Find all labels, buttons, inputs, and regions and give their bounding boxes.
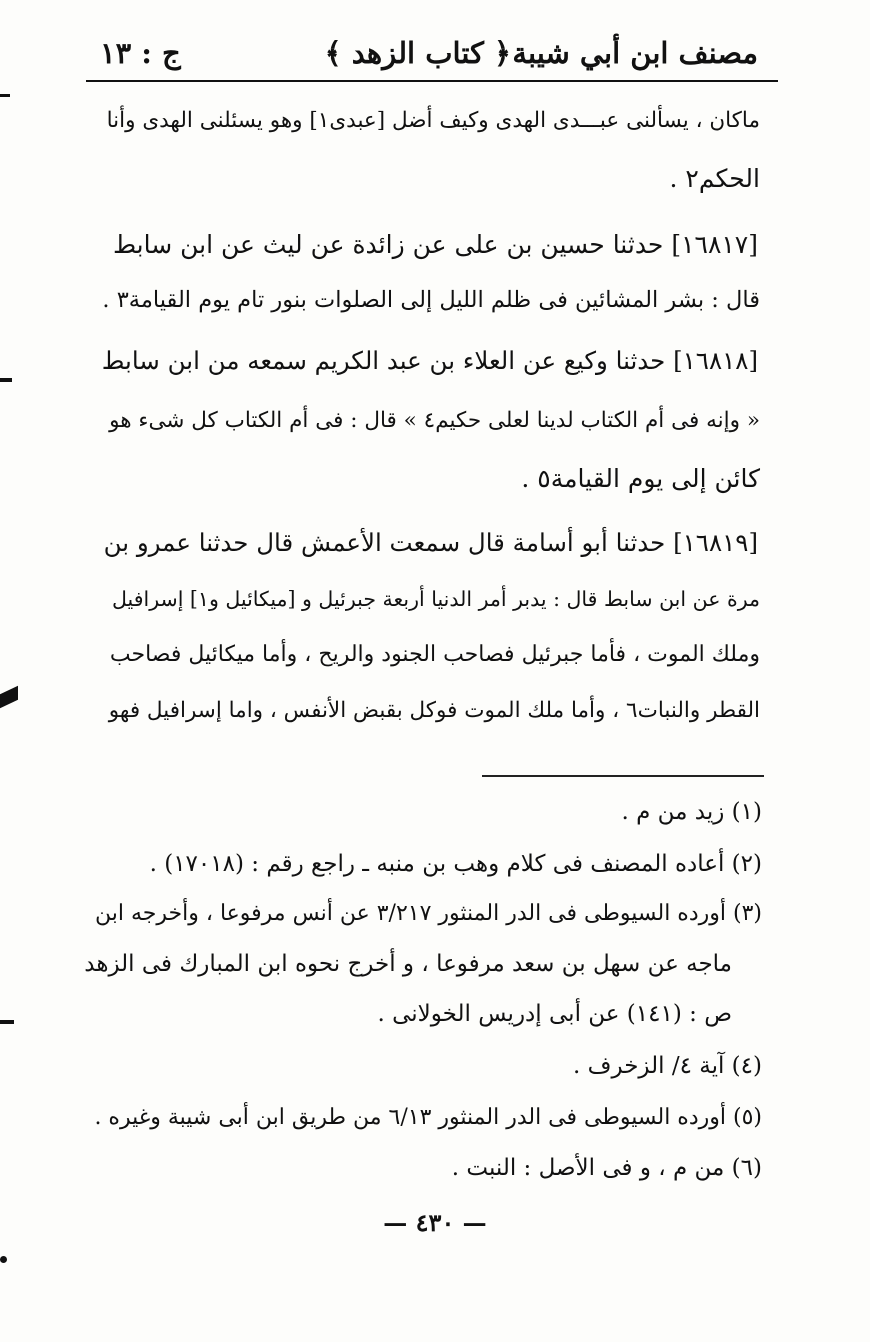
body-line: « وإنه فى أم الكتاب لدينا لعلى حكيم٤ » قال : فى أم الكتاب كل شىء هو	[109, 408, 760, 433]
section-title: ﴿ كتاب الزهد ﴾	[324, 36, 511, 70]
book-title: مصنف ابن أبي شيبة	[512, 36, 758, 70]
footnote-continuation: ماجه عن سهل بن سعد مرفوعا ، و أخرج نحوه ابن المبارك فى الزهد	[84, 951, 732, 977]
body-line: قال : بشر المشائين فى ظلم الليل إلى الصلوات بنور تام يوم القيامة٣ .	[102, 287, 760, 313]
footnote: (١) زيد من م .	[621, 799, 762, 825]
footnote: (٥) أورده السيوطى فى الدر المنثور ٦/١٣ من طريق ابن أبى شيبة وغيره .	[94, 1105, 762, 1130]
scan-mark	[0, 94, 10, 97]
hadith-16817-start: [١٦٨١٧] حدثنا حسين بن على عن زائدة عن ليث عن ابن سابط	[112, 230, 758, 259]
page-number: — ٤٣٠ —	[383, 1208, 487, 1237]
footnote-continuation: ص : (١٤١) عن أبى إدريس الخولانى .	[377, 1001, 732, 1027]
body-line: وملك الموت ، فأما جبرئيل فصاحب الجنود والريح ، وأما ميكائيل فصاحب	[109, 642, 760, 667]
scan-mark	[0, 686, 18, 708]
footnote: (٤) آية ٤/ الزخرف .	[573, 1053, 762, 1079]
body-line: الحكم٢ .	[669, 164, 760, 193]
volume-label: ج : ١٣	[100, 36, 181, 70]
footnote: (٣) أورده السيوطى فى الدر المنثور ٣/٢١٧ عن أنس مرفوعا ، وأخرجه ابن	[95, 901, 762, 926]
scan-mark	[0, 378, 12, 382]
body-line: ماكان ، يسألنى عبـــدى الهدى وكيف أضل [عبدى١] وهو يسئلنى الهدى وأنا	[106, 108, 760, 133]
hadith-16818-start: [١٦٨١٨] حدثنا وكيع عن العلاء بن عبد الكريم سمعه من ابن سابط	[101, 346, 758, 375]
body-line: كائن إلى يوم القيامة٥ .	[521, 464, 760, 493]
body-line: مرة عن ابن سابط قال : يدبر أمر الدنيا أربعة جبرئيل و [ميكائيل و١] إسرافيل	[112, 587, 760, 611]
footnote: (٦) من م ، و فى الأصل : النبت .	[451, 1155, 762, 1181]
header-rule	[86, 80, 778, 82]
running-header	[86, 30, 766, 80]
scan-mark	[0, 1020, 14, 1024]
scan-mark	[0, 1256, 7, 1263]
hadith-16819-start: [١٦٨١٩] حدثنا أبو أسامة قال سمعت الأعمش قال حدثنا عمرو بن	[103, 528, 758, 557]
footnote-rule	[482, 775, 764, 777]
footnote: (٢) أعاده المصنف فى كلام وهب بن منبه ـ راجع رقم : (١٧٠١٨) .	[149, 851, 762, 877]
body-line: القطر والنبات٦ ، وأما ملك الموت فوكل بقبض الأنفس ، واما إسرافيل فهو	[108, 698, 760, 723]
